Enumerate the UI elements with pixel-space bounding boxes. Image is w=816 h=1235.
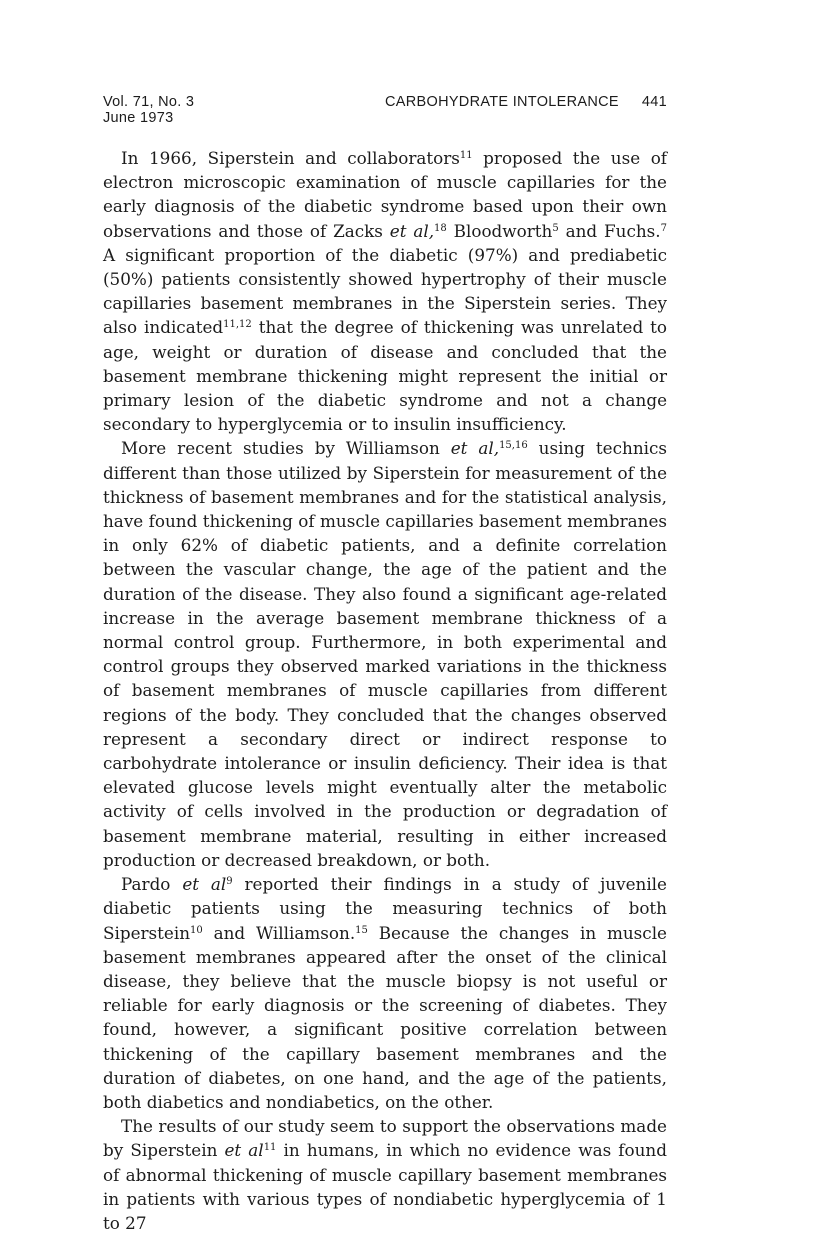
journal-issue (103, 94, 194, 126)
issue-date: June 1973 (103, 110, 174, 126)
paragraph (103, 1114, 667, 1235)
citation-superscript: 10 (190, 924, 203, 936)
paragraph (103, 146, 667, 436)
citation-superscript: 11 (263, 1142, 277, 1154)
text-run: A significant proportion of the diabetic (97%) and prediabetic (50%) patients consistently showed hypertrophy of their muscle capillaries basement membranes in the Siperstein series. They also indicated (103, 244, 667, 338)
text-run: Bloodworth (446, 220, 553, 241)
italic-run: et al (224, 1140, 264, 1161)
text-run: In 1966, Siperstein and collaborators (121, 148, 460, 168)
text-run: in humans, in which no evidence was found of abnormal thickening of muscle capillary basement membranes in patients with various types of nondiabetic hyperglycemia of 1 to 27 (103, 1140, 667, 1233)
paragraph (103, 872, 667, 1114)
citation-superscript: 5 (552, 222, 559, 234)
text-run: reported their findings in a study of juvenile diabetic patients using the measuring technics of both Siperstein (103, 874, 667, 943)
text-run: using technics different than those utilized by Siperstein for measurement of the thickness of basement membranes and for the statistical analysis, have found thickening of muscle capillaries basement membranes in only 62% of diabetic patients, and a definite correlation between the vascular change, the age of the patient and the duration of the disease. They also found a significant age-related increase in the average basement membrane thickness of a normal control group. Furthermore, in both experimental and control groups they observed marked variations in the thickness of basement membranes of muscle capillaries from different regions of the body. They concluded that the changes observed represent a secondary direct or indirect response to carbohydrate intolerance or insulin deficiency. Their idea is that elevated glucose levels might eventually alter the metabolic activity of cells involved in the production or degradation of basement membrane material, resulting in either increased production or decreased breakdown, or both. (103, 438, 668, 870)
text-run: More recent studies by Williamson (121, 438, 451, 459)
text-run: and Williamson. (202, 922, 356, 943)
italic-run: et al, (450, 438, 500, 459)
text-run: The results of our study seem to support the observations made by Siperstein (103, 1116, 667, 1161)
running-title: CARBOHYDRATE INTOLERANCE (385, 94, 619, 110)
italic-run: et al (182, 874, 227, 895)
italic-run: et al, (389, 220, 435, 241)
text-run: Because the changes in muscle basement membranes appeared after the onset of the clinical disease, they believe that the muscle biopsy is not useful or reliable for early diagnosis or the screening of diabetes. They found, however, a significant positive correlation between thickening of the capillary basement membranes and the duration of diabetes, on one hand, and the age of the patients, both diabetics and nondiabetics, on the other. (103, 922, 667, 1112)
text-run: and Fuchs. (558, 220, 661, 241)
text-run: proposed the use of electron microscopic examination of muscle capillaries for the early diagnosis of the diabetic syndrome based upon their own observations and those of Zacks (103, 148, 668, 241)
citation-superscript: 15 (355, 924, 368, 936)
article-body (103, 146, 667, 1235)
citation-superscript: 11 (459, 150, 473, 161)
citation-superscript: 7 (660, 222, 667, 234)
text-run: that the degree of thickening was unrelated to age, weight or duration of disease and concluded that the basement membrane thickening might represent the initial or primary lesion of the diabetic syndrome and not a change secondary to hyperglycemia or to insulin insufficiency. (103, 317, 667, 435)
running-header (103, 94, 667, 128)
citation-superscript: 11,12 (223, 319, 252, 331)
volume-number: Vol. 71, No. 3 (103, 94, 195, 110)
citation-superscript: 15,16 (499, 440, 528, 452)
citation-superscript: 9 (226, 876, 233, 888)
page-number: 441 (641, 94, 667, 110)
text-run: Pardo (121, 874, 183, 895)
paragraph (103, 436, 667, 872)
citation-superscript: 18 (434, 222, 447, 234)
